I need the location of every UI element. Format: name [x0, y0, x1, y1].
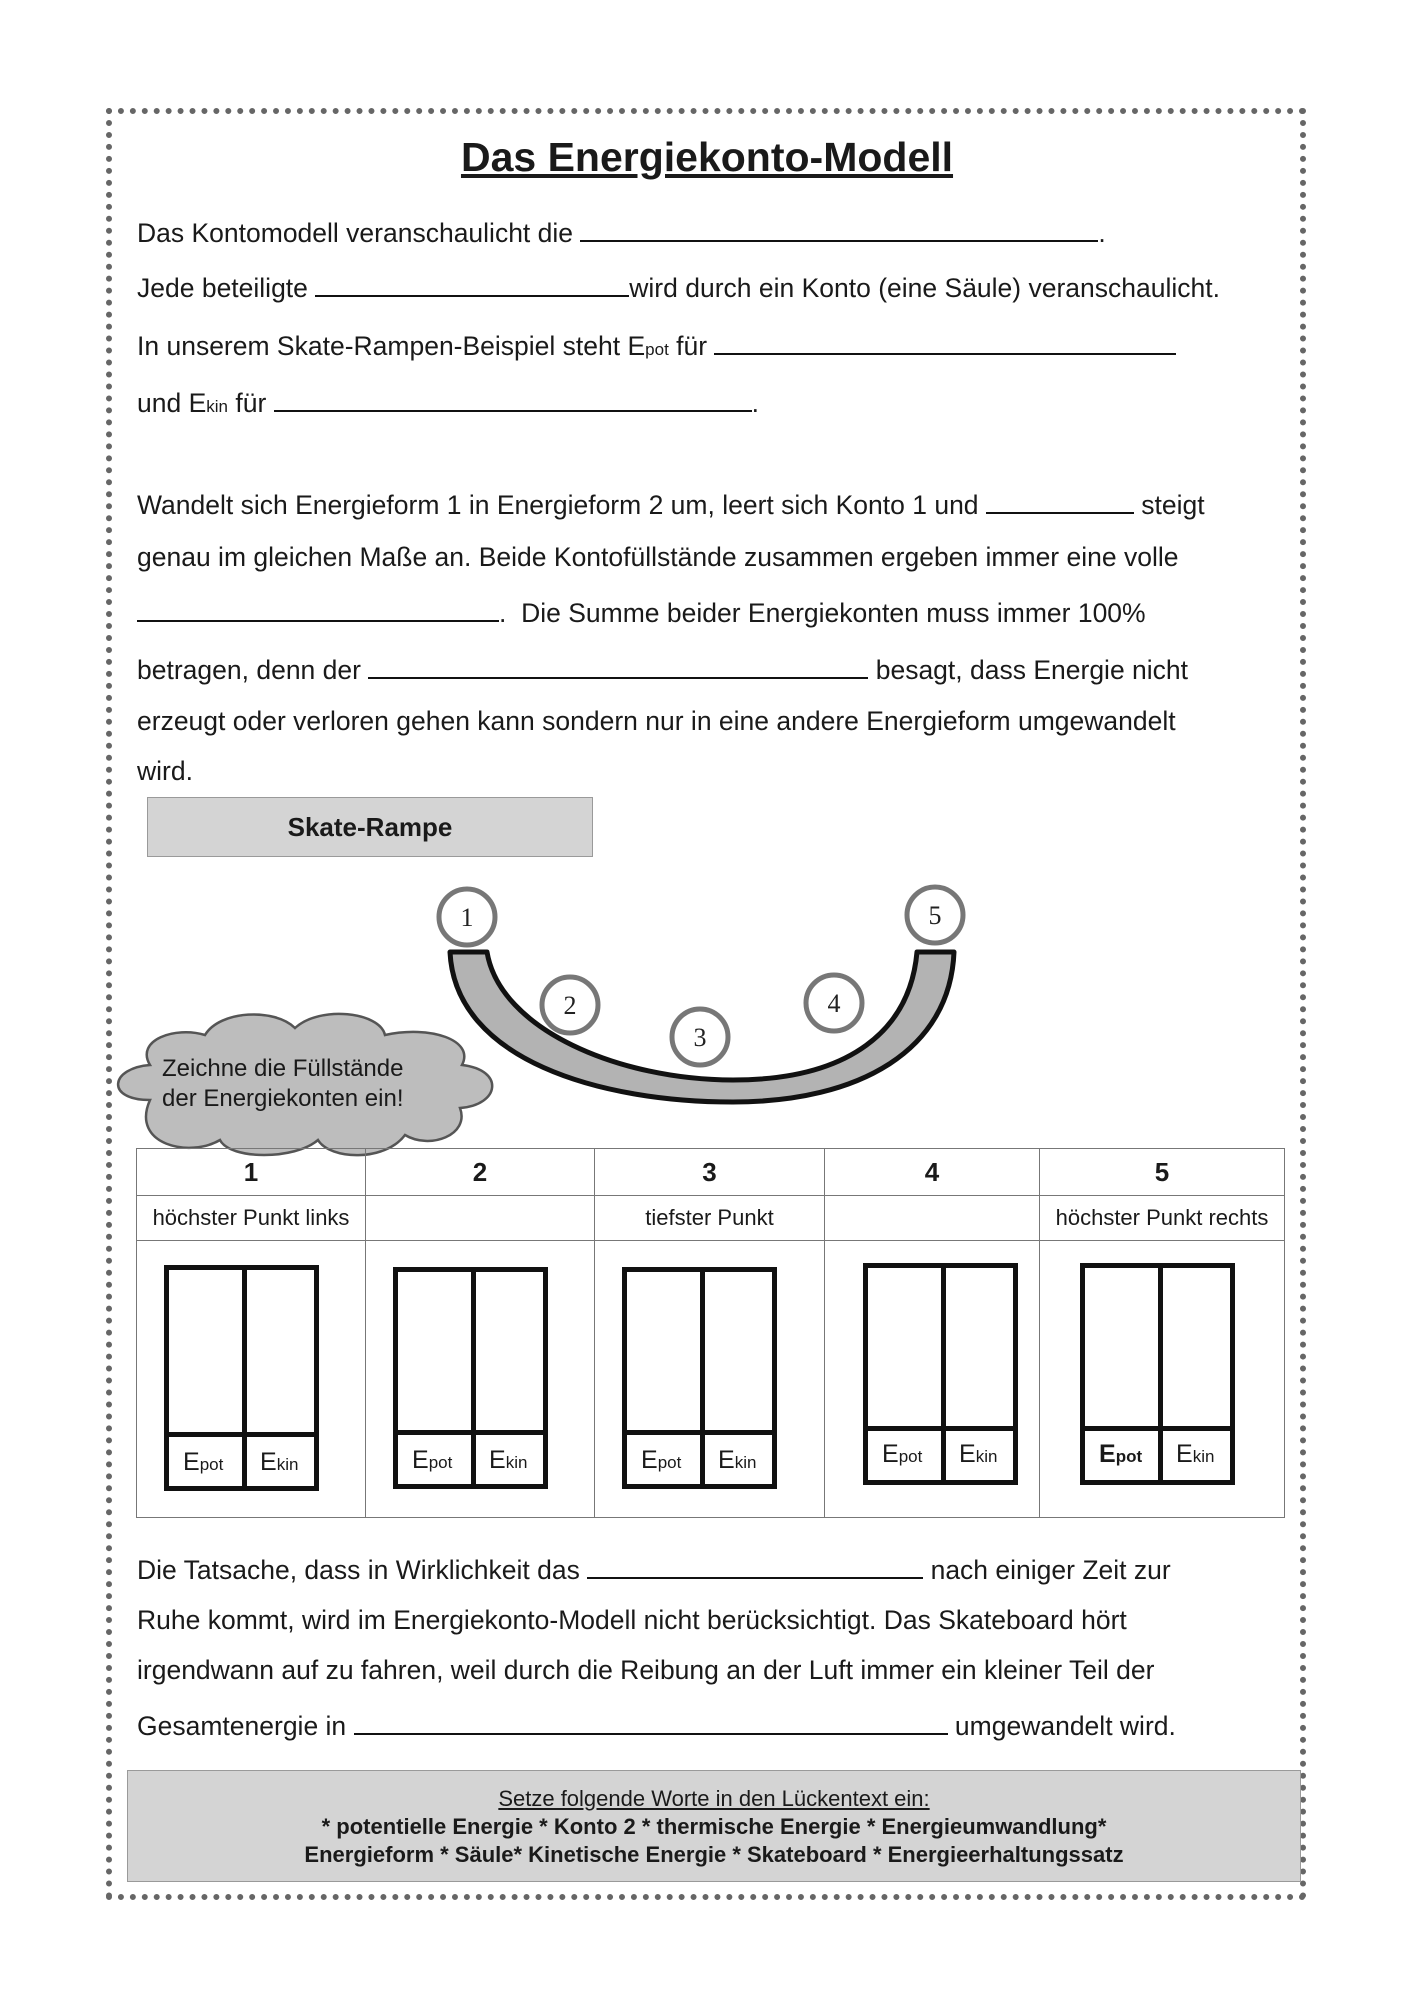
epot-sub: pot	[657, 1453, 682, 1472]
ekin-sub: kin	[734, 1453, 757, 1472]
text-line: erzeugt oder verloren gehen kann sondern nur in eine andere Energieform umgewandelt	[137, 706, 1176, 736]
text: Gesamtenergie in	[137, 1711, 347, 1741]
table-desc-cell: höchster Punkt links	[137, 1196, 366, 1241]
table-desc-cell	[825, 1196, 1040, 1241]
text: Das Kontomodell veranschaulicht die	[137, 218, 574, 248]
energy-account-columns[interactable]	[1080, 1263, 1235, 1485]
epot-sub: pot	[1115, 1447, 1143, 1466]
konto-cell	[825, 1241, 1040, 1518]
blank-field[interactable]	[354, 1709, 948, 1735]
ekin-label: E	[1176, 1440, 1193, 1468]
ramp-point-label: 5	[928, 901, 942, 930]
epot-sub: pot	[428, 1453, 453, 1472]
ramp-point-label: 1	[460, 903, 474, 932]
page-title: Das Energiekonto-Modell	[460, 134, 954, 180]
ekin-label: E	[260, 1448, 277, 1476]
text: besagt, dass Energie nicht	[875, 655, 1189, 685]
text-line: wird.	[137, 756, 193, 786]
ramp-point-label: 4	[827, 989, 841, 1018]
konto-cell	[595, 1241, 825, 1518]
ekin-sub: kin	[1192, 1447, 1215, 1466]
table-desc-cell	[366, 1196, 595, 1241]
konto-cell	[1040, 1241, 1285, 1518]
text: und E	[137, 388, 207, 418]
table-header-cell: 4	[825, 1149, 1040, 1196]
cloud-line: Zeichne die Füllstände	[162, 1055, 404, 1082]
text: betragen, denn der	[137, 655, 361, 685]
text: umgewandelt wird.	[954, 1711, 1176, 1741]
table-desc-cell: höchster Punkt rechts	[1040, 1196, 1285, 1241]
ekin-label: E	[489, 1446, 506, 1474]
text-line	[137, 1553, 1171, 1587]
ramp-point-label: 3	[693, 1023, 707, 1052]
epot-label: E	[183, 1448, 200, 1476]
text: wird durch ein Konto (eine Säule) veranschaulicht.	[629, 273, 1220, 303]
text: .	[499, 598, 507, 628]
text-line: irgendwann auf zu fahren, weil durch die Reibung an der Luft immer ein kleiner Teil der	[137, 1655, 1155, 1685]
energy-account-table	[136, 1148, 1285, 1518]
text: nach einiger Zeit zur	[930, 1555, 1171, 1585]
text: Die Tatsache, dass in Wirklichkeit das	[137, 1555, 580, 1585]
table-desc-cell: tiefster Punkt	[595, 1196, 825, 1241]
epot-sub: pot	[199, 1455, 224, 1474]
text: steigt	[1141, 490, 1205, 520]
cloud-instruction	[162, 1054, 404, 1114]
ramp-point-label: 2	[563, 991, 577, 1020]
epot-label: E	[1099, 1440, 1116, 1468]
word-bank-line: Energieform * Säule* Kinetische Energie * Skateboard * Energieerhaltungssatz	[304, 1842, 1124, 1867]
subscript: kin	[206, 397, 228, 416]
blank-field[interactable]	[587, 1553, 923, 1579]
table-header-cell: 1	[137, 1149, 366, 1196]
energy-account-columns[interactable]	[164, 1265, 319, 1491]
epot-sub: pot	[898, 1447, 923, 1466]
konto-cell	[137, 1241, 366, 1518]
epot-label: E	[641, 1446, 658, 1474]
text: .	[751, 388, 760, 418]
text: für	[668, 331, 708, 361]
text-line	[137, 1709, 1176, 1743]
konto-cell	[366, 1241, 595, 1518]
energy-account-columns[interactable]	[622, 1267, 777, 1489]
ekin-sub: kin	[975, 1447, 998, 1466]
text: In unserem Skate-Rampen-Beispiel steht E	[137, 331, 646, 361]
text: .	[1098, 218, 1106, 248]
word-bank-heading: Setze folgende Worte in den Lückentext ein:	[498, 1786, 930, 1811]
table-header-cell: 5	[1040, 1149, 1285, 1196]
text: Die Summe beider Energiekonten muss immer 100%	[521, 598, 1146, 628]
text: Wandelt sich Energieform 1 in Energieform 2 um, leert sich Konto 1 und	[137, 490, 979, 520]
ekin-sub: kin	[505, 1453, 528, 1472]
subscript: pot	[645, 340, 669, 359]
cloud-line: der Energiekonten ein!	[162, 1085, 404, 1112]
skate-rampe-label: Skate-Rampe	[147, 797, 593, 857]
ekin-label: E	[718, 1446, 735, 1474]
ekin-sub: kin	[276, 1455, 299, 1474]
energy-account-columns[interactable]	[393, 1267, 548, 1489]
text: für	[228, 388, 267, 418]
epot-label: E	[882, 1440, 899, 1468]
word-bank-line: * potentielle Energie * Konto 2 * thermische Energie * Energieumwandlung*	[321, 1814, 1107, 1839]
energy-account-columns[interactable]	[863, 1263, 1018, 1485]
text-line: genau im gleichen Maße an. Beide Kontofüllstände zusammen ergeben immer eine volle	[137, 542, 1179, 572]
text: Jede beteiligte	[137, 273, 308, 303]
table-header-cell: 2	[366, 1149, 595, 1196]
epot-label: E	[412, 1446, 429, 1474]
word-bank	[127, 1770, 1301, 1882]
table-header-cell: 3	[595, 1149, 825, 1196]
text-line: Ruhe kommt, wird im Energiekonto-Modell nicht berücksichtigt. Das Skateboard hört	[137, 1605, 1127, 1635]
ekin-label: E	[959, 1440, 976, 1468]
